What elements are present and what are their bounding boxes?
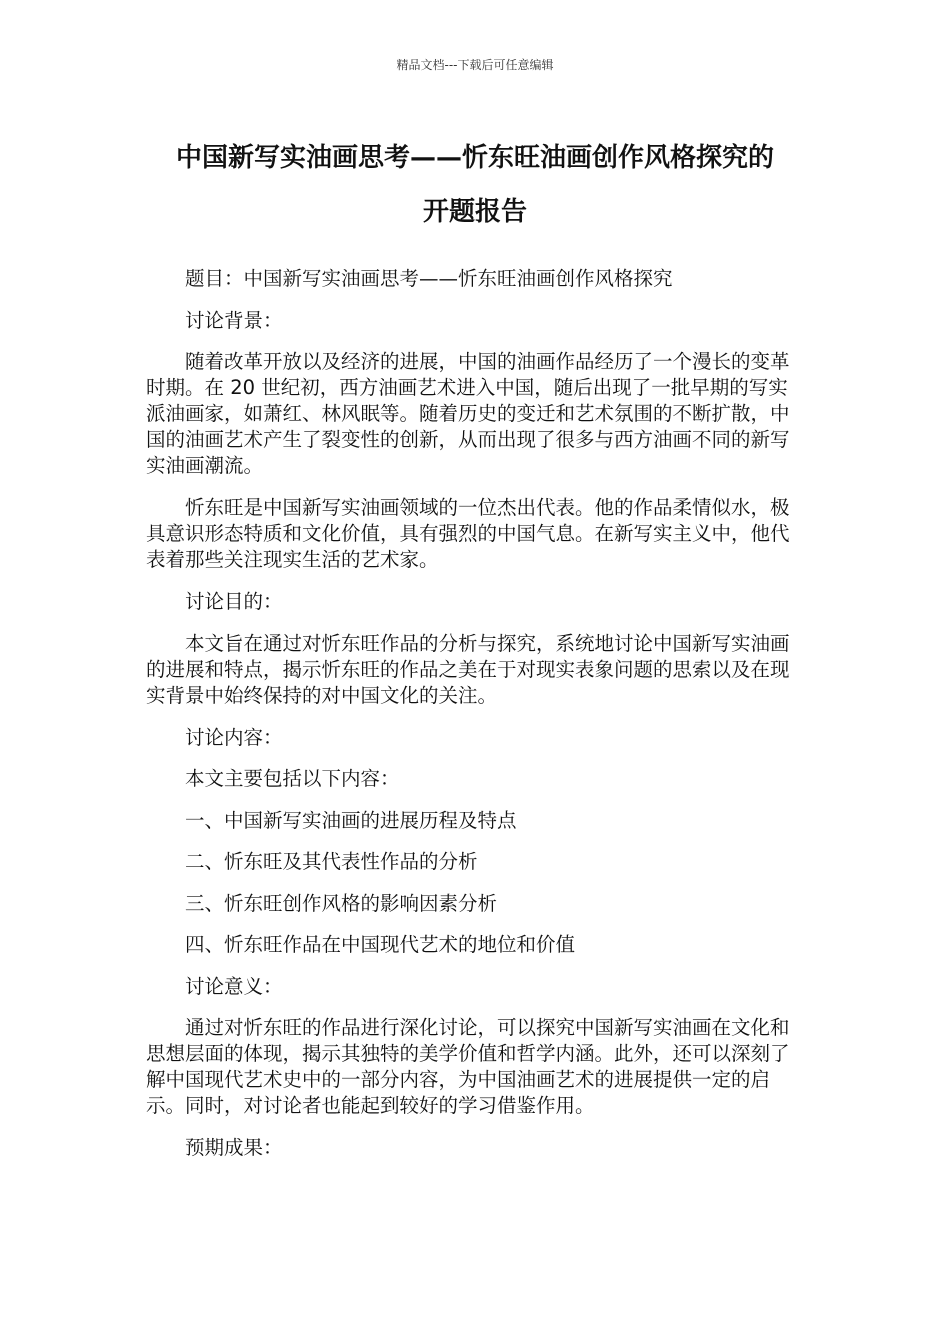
section-heading-significance: 讨论意义： xyxy=(185,974,283,998)
list-item: 四、忻东旺作品在中国现代艺术的地位和价值 xyxy=(185,933,576,956)
section-heading-background: 讨论背景： xyxy=(185,308,283,332)
section-heading-content: 讨论内容： xyxy=(185,725,283,749)
section-heading-purpose: 讨论目的： xyxy=(185,590,283,613)
section-heading-expected-results: 预期成果： xyxy=(185,1136,283,1159)
document-title-line-1: 中国新写实油画思考——忻东旺油画创作风格探究的 xyxy=(175,143,774,173)
document-body xyxy=(146,266,806,1177)
paragraph-background-2: 忻东旺是中国新写实油画领域的一位杰出代表。他的作品柔情似水，极具意识形态特质和文化价值，具有强烈的中国气息。在新写实主义中，他代表着那些关注现实生活的艺术家。 xyxy=(146,496,790,571)
topic-line: 题目：中国新写实油画思考——忻东旺油画创作风格探究 xyxy=(185,267,673,290)
paragraph-purpose: 本文旨在通过对忻东旺作品的分析与探究，系统地讨论中国新写实油画的进展和特点，揭示忻东旺的作品之美在于对现实表象问题的思索以及在现实背景中始终保持的对中国文化的关注。 xyxy=(146,631,790,707)
paragraph-background-1: 随着改革开放以及经济的进展，中国的油画作品经历了一个漫长的变革时期。在 20 世纪初，西方油画艺术进入中国，随后出现了一批早期的写实派油画家，如萧红、林风眠等。随着历史的变迁和艺术氛围的不断扩散，中国的油画艺术产生了裂变性的创新，从而出现了很多与西方油画不同的新写实油画潮流。 xyxy=(146,350,790,477)
list-item: 二、忻东旺及其代表性作品的分析 xyxy=(185,850,478,873)
paragraph-significance: 通过对忻东旺的作品进行深化讨论，可以探究中国新写实油画在文化和思想层面的体现，揭示其独特的美学价值和哲学内涵。此外，还可以深刻了解中国现代艺术史中的一部分内容，为中国油画艺术的进展提供一定的启示。同时，对讨论者也能起到较好的学习借鉴作用。 xyxy=(146,1016,790,1117)
document-title-line-2: 开题报告 xyxy=(422,197,527,227)
content-intro: 本文主要包括以下内容： xyxy=(185,767,400,790)
list-item: 一、中国新写实油画的进展历程及特点 xyxy=(185,808,517,832)
page-header: 精品文档---下载后可任意编辑 xyxy=(396,58,554,72)
list-item: 三、忻东旺创作风格的影响因素分析 xyxy=(185,891,498,915)
